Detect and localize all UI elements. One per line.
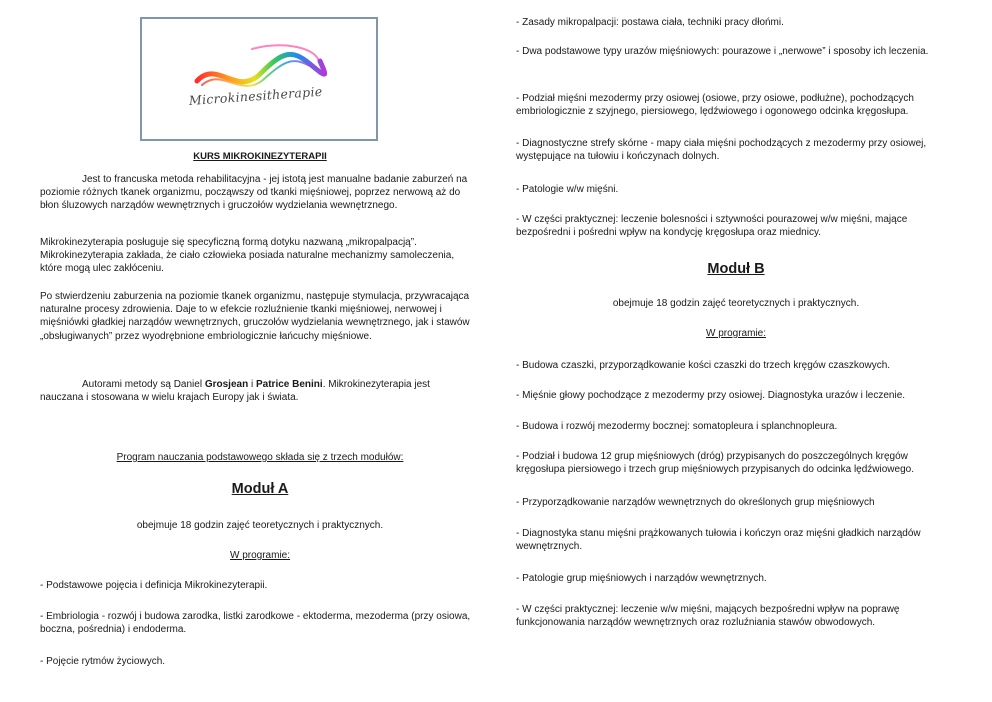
author-benini: Patrice Benini <box>255 379 323 390</box>
authors-paragraph: Autorami metody są Daniel Grosjean i Patrice Benini. Mikrokinezyterapia jest nauczana i stosowana w wielu krajach Europy jak i świata. <box>40 379 430 404</box>
module-a-item: - Podstawowe pojęcia i definicja Mikrokinezyterapii. <box>40 580 268 591</box>
module-b-item: - Patologie grup mięśniowych i narządów wewnętrznych. <box>516 573 767 584</box>
module-b-title: Moduł B <box>707 261 765 277</box>
module-a-item: - Embriologia - rozwój i budowa zarodka, listki zarodkowe - ektoderma, mezoderma (przy osiowa, boczna, pośrednia) i endoderma. <box>40 611 471 636</box>
module-b-hours: obejmuje 18 godzin zajęć teoretycznych i praktycznych. <box>612 298 860 309</box>
course-title: KURS MIKROKINEZYTERAPII <box>193 151 327 162</box>
logo-text: Microkinesitherapie <box>188 83 323 108</box>
module-a-item: - Dwa podstawowe typy urazów mięśniowych: pourazowe i „nerwowe” i sposoby ich leczenia. <box>516 46 929 57</box>
right-column <box>516 0 956 702</box>
intro-paragraph: Jest to francuska metoda rehabilitacyjna - jej istotą jest manualne badanie zaburzeń na poziomie różnych tkanek organizmu, począwszy od tkanki mięśniowej, poprzez nerwową aż do błon śluzowych narządów wewnętrznych i gruczołów wydzielania wewnętrznego. <box>40 174 468 212</box>
author-grosjean: Grosjean <box>204 379 249 390</box>
module-a-item: - W części praktycznej: leczenie bolesności i sztywności pourazowej w/w mięśni, mające bezpośredni i pośredni wpływ na kondycję kręgosłupa oraz miednicy. <box>516 214 908 239</box>
module-b-item: - Przyporządkowanie narządów wewnętrznych do określonych grup mięśniowych <box>516 497 875 508</box>
left-content <box>40 0 480 702</box>
module-b-item: - Diagnostyka stanu mięśni prążkowanych tułowia i kończyn oraz mięśni gładkich narządów wewnętrznych. <box>516 528 921 553</box>
module-a-item: - Diagnostyczne strefy skórne - mapy ciała mięśni pochodzących z mezodermy przy osiowej, występujące na tułowiu i kończynach dolnych. <box>516 138 927 163</box>
module-a-hours: obejmuje 18 godzin zajęć teoretycznych i praktycznych. <box>136 520 384 531</box>
stimulation-paragraph: Po stwierdzeniu zaburzenia na poziomie tkanek organizmu, następuje stymulacja, przywracająca naturalne procesy zdrowienia. Daje to w efekcie rozluźnienie tkanki mięśniowej, nerwowej i mięśniówki gładkiej narządów wewnętrznych, gruczołów wydzielania wewnętrznego, jak i stawów „obsługiwanych” przez wyodrębnione embriologicznie łańcuchy mięśniowe. <box>40 291 470 342</box>
module-b-item: - Budowa czaszki, przyporządkowanie kości czaszki do trzech kręgów czaszkowych. <box>516 360 891 371</box>
module-a-program-label: W programie: <box>229 550 290 561</box>
module-b-item: - W części praktycznej: leczenie w/w mięśni, mających bezpośredni wpływ na poprawę funkcjonowania narządów wewnętrznych oraz rozluźniania stawów obwodowych. <box>516 604 900 629</box>
module-a-title: Moduł A <box>231 481 289 497</box>
micropalpation-paragraph: Mikrokinezyterapia posługuje się specyficzną formą dotyku nazwaną „mikropalpacją”. Mikrokinezyterapia zakłada, że ciało człowieka posiada naturalne mechanizmy samoleczenia, które mogą ulec zakłóceniu. <box>40 237 455 275</box>
program-intro: Program nauczania podstawowego składa się z trzech modułów: <box>116 452 404 463</box>
module-a-item: - Patologie w/w mięśni. <box>516 184 619 195</box>
module-b-item: - Podział i budowa 12 grup mięśniowych (dróg) przypisanych do poszczególnych kręgów kręgosłupa piersiowego i trzech grup mięśniowych przypisanych do odcinka lędźwiowego. <box>516 451 914 476</box>
module-a-item: - Zasady mikropalpacji: postawa ciała, techniki pracy dłońmi. <box>516 17 784 28</box>
module-b-program-label: W programie: <box>705 328 766 339</box>
module-b-item: - Mięśnie głowy pochodzące z mezodermy przy osiowej. Diagnostyka urazów i leczenie. <box>516 390 906 401</box>
module-b-item: - Budowa i rozwój mezodermy bocznej: somatopleura i splanchnopleura. <box>516 421 838 432</box>
module-a-item: - Podział mięśni mezodermy przy osiowej (osiowe, przy osiowe, podłużne), pochodzących embriologicznie z szyjnego, piersiowego, lędźwiowego i ogonowego odcinka kręgosłupa. <box>516 93 914 118</box>
module-a-item: - Pojęcie rytmów życiowych. <box>40 656 166 667</box>
